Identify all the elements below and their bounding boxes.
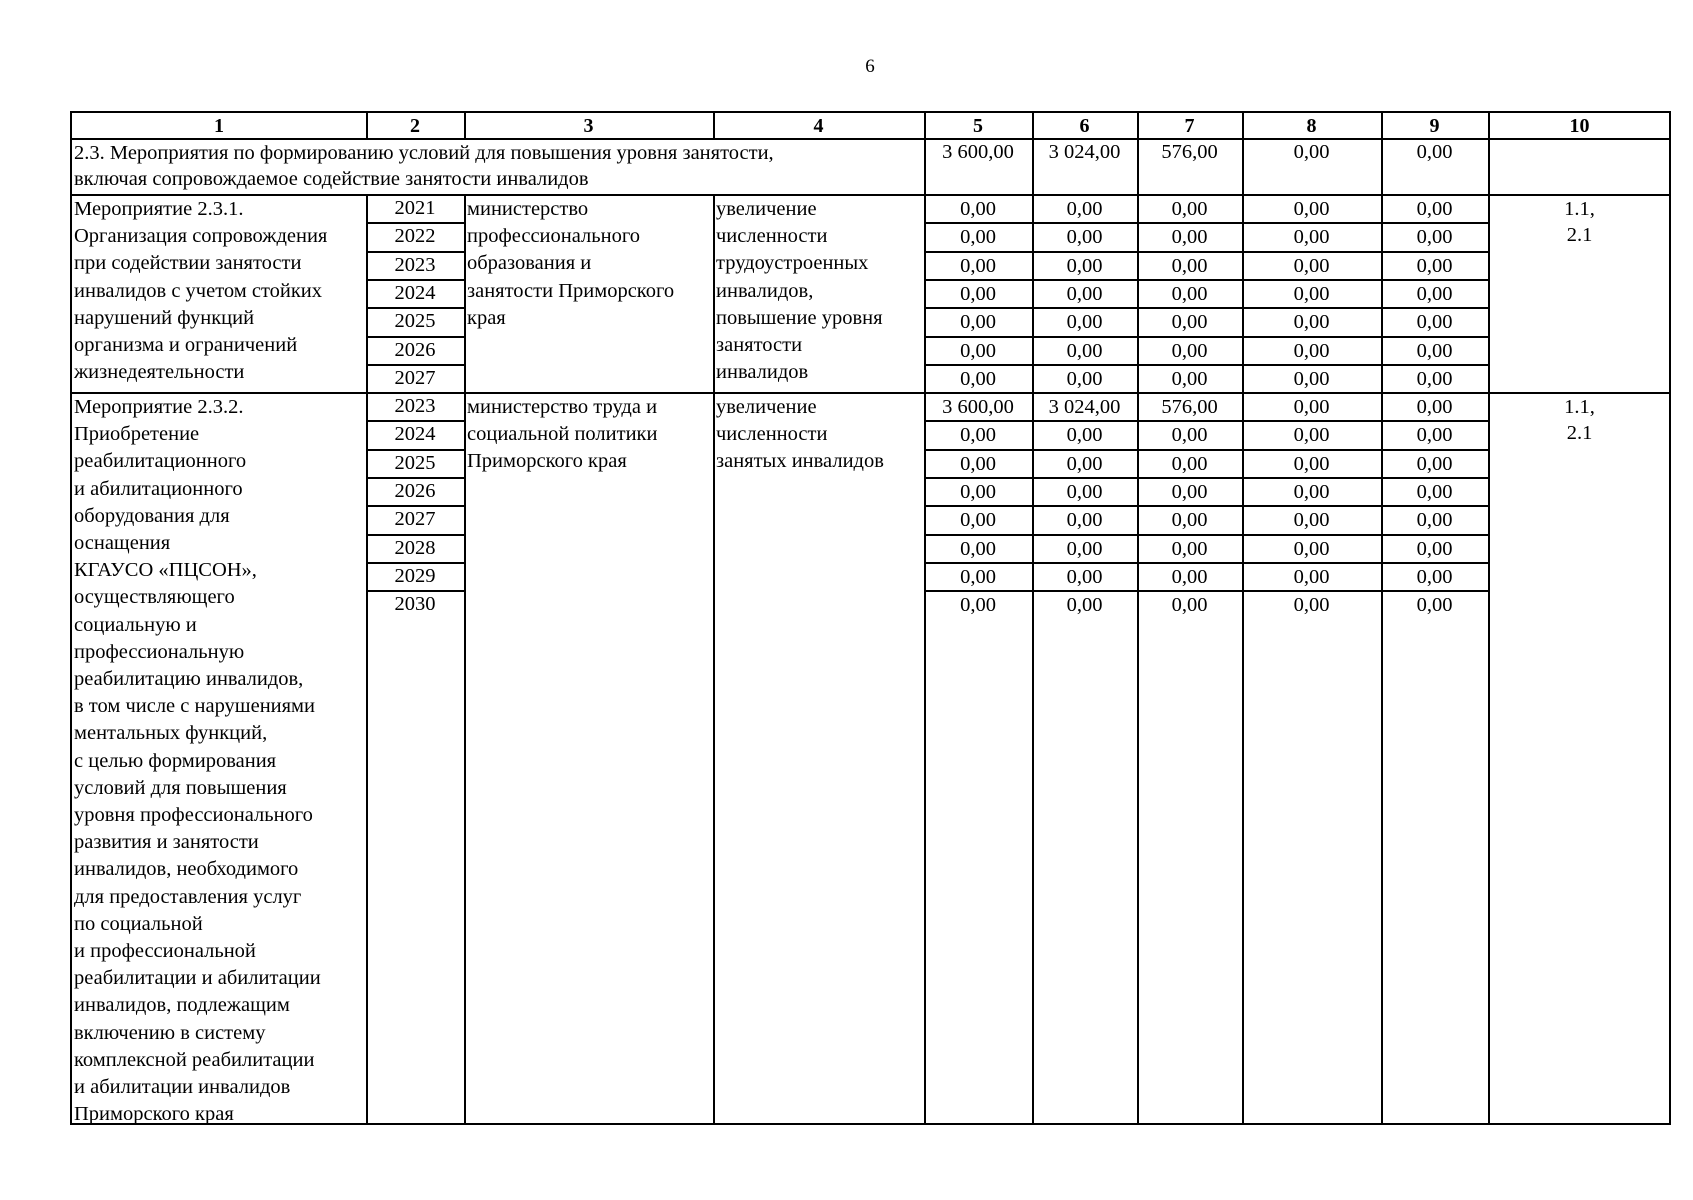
measure-year: 2026 [394, 479, 436, 502]
measure-name: нарушений функций [74, 306, 255, 329]
measure-value: 0,00 [960, 480, 996, 503]
measure-year: 2026 [394, 338, 436, 361]
measure-value: 0,00 [1171, 226, 1208, 249]
measure-value: 0,00 [1293, 282, 1330, 305]
measure-executor: Приморского края [467, 450, 627, 473]
measure-value: 0,00 [1416, 565, 1453, 588]
measure-expected-result: инвалидов [716, 361, 809, 384]
column-rule [713, 394, 715, 1123]
measure-name: и абилитации инвалидов [74, 1076, 291, 1098]
column-rule [1488, 140, 1490, 196]
measure-value: 0,00 [1416, 198, 1453, 220]
measure-name: жизнедеятельности [74, 361, 245, 384]
measure-name: и профессиональной [74, 940, 256, 962]
measure-value: 0,00 [960, 367, 996, 390]
column-rule [924, 196, 926, 394]
measure-name: при содействии занятости [74, 252, 302, 275]
column-rule [464, 113, 466, 140]
measure-name: для предоставления услуг [74, 885, 302, 908]
measure-value: 0,00 [1416, 254, 1453, 277]
measure-indicator: 1.1, [1564, 198, 1595, 220]
column-header-6: 6 [1079, 115, 1090, 137]
section-total-value: 3 024,00 [1048, 141, 1121, 163]
measure-expected-result: увеличение [716, 198, 817, 220]
measure-value: 3 024,00 [1048, 396, 1121, 418]
column-header-2: 2 [410, 115, 420, 137]
measure-value: 0,00 [1416, 396, 1453, 418]
measure-value: 0,00 [1171, 424, 1208, 447]
measure-name: Мероприятие 2.3.2. [74, 396, 244, 418]
column-header-7: 7 [1184, 115, 1195, 137]
measure-value: 0,00 [1416, 339, 1453, 362]
measure-value: 0,00 [1171, 565, 1208, 588]
measure-year: 2025 [394, 310, 436, 333]
measure-value: 0,00 [1066, 565, 1103, 588]
column-rule [1488, 196, 1490, 394]
measure-value: 0,00 [960, 452, 996, 475]
measure-value: 0,00 [960, 226, 996, 249]
column-rule [924, 140, 926, 196]
column-rule [1381, 113, 1383, 140]
measure-value: 0,00 [1416, 480, 1453, 503]
measure-year: 2023 [394, 395, 436, 417]
measure-name: инвалидов с учетом стойких [74, 279, 323, 302]
measure-name: комплексной реабилитации [74, 1048, 315, 1071]
measure-year: 2025 [394, 451, 436, 474]
measure-indicator: 2.1 [1566, 422, 1593, 444]
measure-expected-result: занятых инвалидов [716, 450, 884, 473]
column-rule [464, 196, 466, 394]
measure-value: 0,00 [1066, 226, 1103, 249]
column-rule [366, 196, 368, 394]
measure-value: 0,00 [1171, 452, 1208, 475]
measure-year: 2023 [394, 253, 436, 276]
measure-value: 0,00 [1171, 509, 1208, 532]
column-header-9: 9 [1429, 115, 1440, 137]
measure-indicator: 1.1, [1564, 396, 1595, 418]
column-rule [366, 394, 368, 1123]
measure-name: включению в систему [74, 1021, 266, 1044]
section-total-value: 3 600,00 [942, 141, 1014, 163]
measure-indicator: 2.1 [1566, 224, 1593, 246]
page-number: 6 [865, 56, 875, 77]
column-header-4: 4 [813, 115, 824, 137]
measure-executor: министерство труда и [467, 396, 658, 418]
measure-name: инвалидов, подлежащим [74, 994, 290, 1017]
measure-value: 0,00 [1293, 254, 1330, 277]
measure-value: 0,00 [1066, 254, 1103, 277]
measure-value: 0,00 [1416, 311, 1453, 334]
column-header-3: 3 [583, 115, 594, 137]
measure-value: 0,00 [1293, 537, 1330, 560]
measure-name: и абилитационного [74, 477, 243, 500]
measure-value: 0,00 [960, 282, 996, 305]
measure-value: 0,00 [960, 424, 996, 447]
column-rule [1381, 196, 1383, 394]
measure-year: 2024 [394, 423, 436, 446]
measure-year: 2024 [394, 281, 436, 304]
measure-expected-result: численности [716, 225, 828, 248]
measure-value: 0,00 [960, 198, 996, 220]
section-title: 2.3. Мероприятия по формированию условий для повышения уровня занятости, [74, 142, 774, 164]
measure-value: 0,00 [960, 254, 996, 277]
column-rule [1242, 196, 1244, 394]
measure-executor: министерство [467, 198, 589, 220]
column-header-1: 1 [214, 115, 224, 137]
measure-value: 0,00 [1066, 452, 1103, 475]
measure-value: 0,00 [1066, 282, 1103, 305]
measure-value: 0,00 [960, 565, 996, 588]
measure-name: Мероприятие 2.3.1. [74, 198, 244, 220]
measure-value: 0,00 [1293, 396, 1330, 418]
column-rule [1032, 196, 1034, 394]
measure-value: 0,00 [960, 594, 996, 617]
column-rule [366, 113, 368, 140]
measure-expected-result: занятости [716, 334, 803, 356]
measure-value: 0,00 [1416, 367, 1453, 390]
measure-name: профессиональную [74, 640, 245, 663]
measure-year: 2027 [394, 508, 436, 531]
measure-value: 0,00 [1293, 226, 1330, 249]
measure-value: 0,00 [1171, 594, 1208, 617]
measure-value: 0,00 [1171, 311, 1208, 334]
measure-name: оснащения [74, 532, 171, 554]
measure-expected-result: увеличение [716, 396, 817, 418]
measure-name: ментальных функций, [74, 722, 268, 745]
column-rule [924, 394, 926, 1123]
measure-name: уровня профессионального [74, 804, 313, 826]
measure-name: социальную и [74, 613, 197, 636]
measure-value: 0,00 [1171, 367, 1208, 390]
measure-value: 0,00 [1171, 198, 1208, 220]
measure-year: 2029 [394, 564, 436, 587]
measure-executor: занятости Приморского [467, 279, 675, 302]
measure-value: 0,00 [1066, 509, 1103, 532]
measure-name: с целью формирования [74, 749, 277, 772]
column-rule [1137, 140, 1139, 196]
section-title: включая сопровождаемое содействие занятости инвалидов [74, 168, 589, 190]
measure-value: 0,00 [1416, 509, 1453, 532]
measure-value: 0,00 [1171, 282, 1208, 305]
column-header-5: 5 [973, 115, 983, 137]
measure-name: реабилитационного [74, 450, 247, 473]
measure-value: 0,00 [1171, 339, 1208, 362]
column-rule [1242, 113, 1244, 140]
measure-value: 0,00 [1416, 424, 1453, 447]
measure-value: 0,00 [1066, 367, 1103, 390]
measure-name: в том числе с нарушениями [74, 695, 316, 718]
column-rule [1242, 394, 1244, 1123]
measure-value: 0,00 [1066, 198, 1103, 220]
column-rule [1488, 113, 1490, 140]
measure-value: 0,00 [1293, 594, 1330, 617]
column-rule [1137, 394, 1139, 1123]
measure-value: 0,00 [960, 311, 996, 334]
measure-name: организма и ограничений [74, 334, 298, 356]
measure-year: 2030 [394, 593, 436, 616]
measure-value: 0,00 [960, 509, 996, 532]
measure-value: 0,00 [960, 339, 996, 362]
section-total-value: 0,00 [1416, 141, 1453, 163]
column-rule [1137, 113, 1139, 140]
program-measures-table [70, 111, 1671, 1125]
column-rule [1488, 394, 1490, 1123]
measure-value: 576,00 [1161, 396, 1218, 418]
measure-value: 0,00 [1066, 424, 1103, 447]
column-rule [1032, 113, 1034, 140]
measure-value: 0,00 [960, 537, 996, 560]
measure-year: 2021 [394, 197, 436, 219]
measure-year: 2028 [394, 536, 436, 559]
measure-name: реабилитацию инвалидов, [74, 668, 304, 690]
measure-value: 0,00 [1416, 537, 1453, 560]
measure-value: 0,00 [1416, 282, 1453, 305]
measure-value: 0,00 [1293, 565, 1330, 588]
measure-value: 0,00 [1066, 311, 1103, 334]
measure-value: 0,00 [1293, 367, 1330, 390]
column-rule [713, 113, 715, 140]
measure-value: 0,00 [1293, 509, 1330, 532]
measure-name: инвалидов, необходимого [74, 858, 299, 881]
measure-value: 0,00 [1171, 254, 1208, 277]
measure-name: развития и занятости [74, 831, 259, 854]
column-rule [1137, 196, 1139, 394]
measure-expected-result: численности [716, 423, 828, 446]
measure-value: 0,00 [1293, 311, 1330, 334]
column-rule [1242, 140, 1244, 196]
measure-value: 0,00 [1171, 480, 1208, 503]
measure-executor: социальной политики [467, 423, 658, 446]
measure-expected-result: трудоустроенных [716, 252, 869, 275]
measure-year: 2027 [394, 366, 436, 389]
measure-name: условий для повышения [74, 776, 287, 799]
column-rule [924, 113, 926, 140]
measure-name: Приобретение [74, 423, 200, 446]
section-total-value: 576,00 [1161, 141, 1218, 163]
column-rule [1032, 394, 1034, 1123]
measure-value: 0,00 [1416, 452, 1453, 475]
measure-value: 0,00 [1293, 198, 1330, 220]
measure-value: 0,00 [1293, 452, 1330, 475]
column-rule [1381, 140, 1383, 196]
measure-name: реабилитации и абилитации [74, 967, 321, 990]
measure-value: 0,00 [1416, 226, 1453, 249]
measure-value: 0,00 [1171, 537, 1208, 560]
measure-value: 0,00 [1416, 594, 1453, 617]
measure-name: осуществляющего [74, 586, 235, 609]
measure-name: оборудования для [74, 504, 230, 527]
measure-year: 2022 [394, 225, 436, 248]
column-header-10: 10 [1569, 115, 1590, 137]
measure-name: по социальной [74, 912, 203, 935]
measure-name: Организация сопровождения [74, 225, 328, 248]
measure-value: 0,00 [1066, 537, 1103, 560]
measure-executor: профессионального [467, 225, 640, 248]
measure-expected-result: повышение уровня [716, 306, 883, 329]
column-header-8: 8 [1306, 115, 1317, 137]
measure-value: 3 600,00 [942, 396, 1014, 418]
measure-name: Приморского края [74, 1103, 234, 1126]
column-rule [1032, 140, 1034, 196]
section-total-value: 0,00 [1293, 141, 1330, 163]
measure-value: 0,00 [1293, 424, 1330, 447]
measure-expected-result: инвалидов, [716, 279, 814, 302]
measure-executor: образования и [467, 252, 592, 275]
measure-name: КГАУСО «ПЦСОН», [74, 559, 257, 582]
measure-value: 0,00 [1293, 339, 1330, 362]
measure-executor: края [467, 306, 506, 329]
column-rule [1381, 394, 1383, 1123]
measure-value: 0,00 [1066, 594, 1103, 617]
measure-value: 0,00 [1293, 480, 1330, 503]
measure-value: 0,00 [1066, 339, 1103, 362]
column-rule [464, 394, 466, 1123]
column-rule [713, 196, 715, 394]
measure-value: 0,00 [1066, 480, 1103, 503]
